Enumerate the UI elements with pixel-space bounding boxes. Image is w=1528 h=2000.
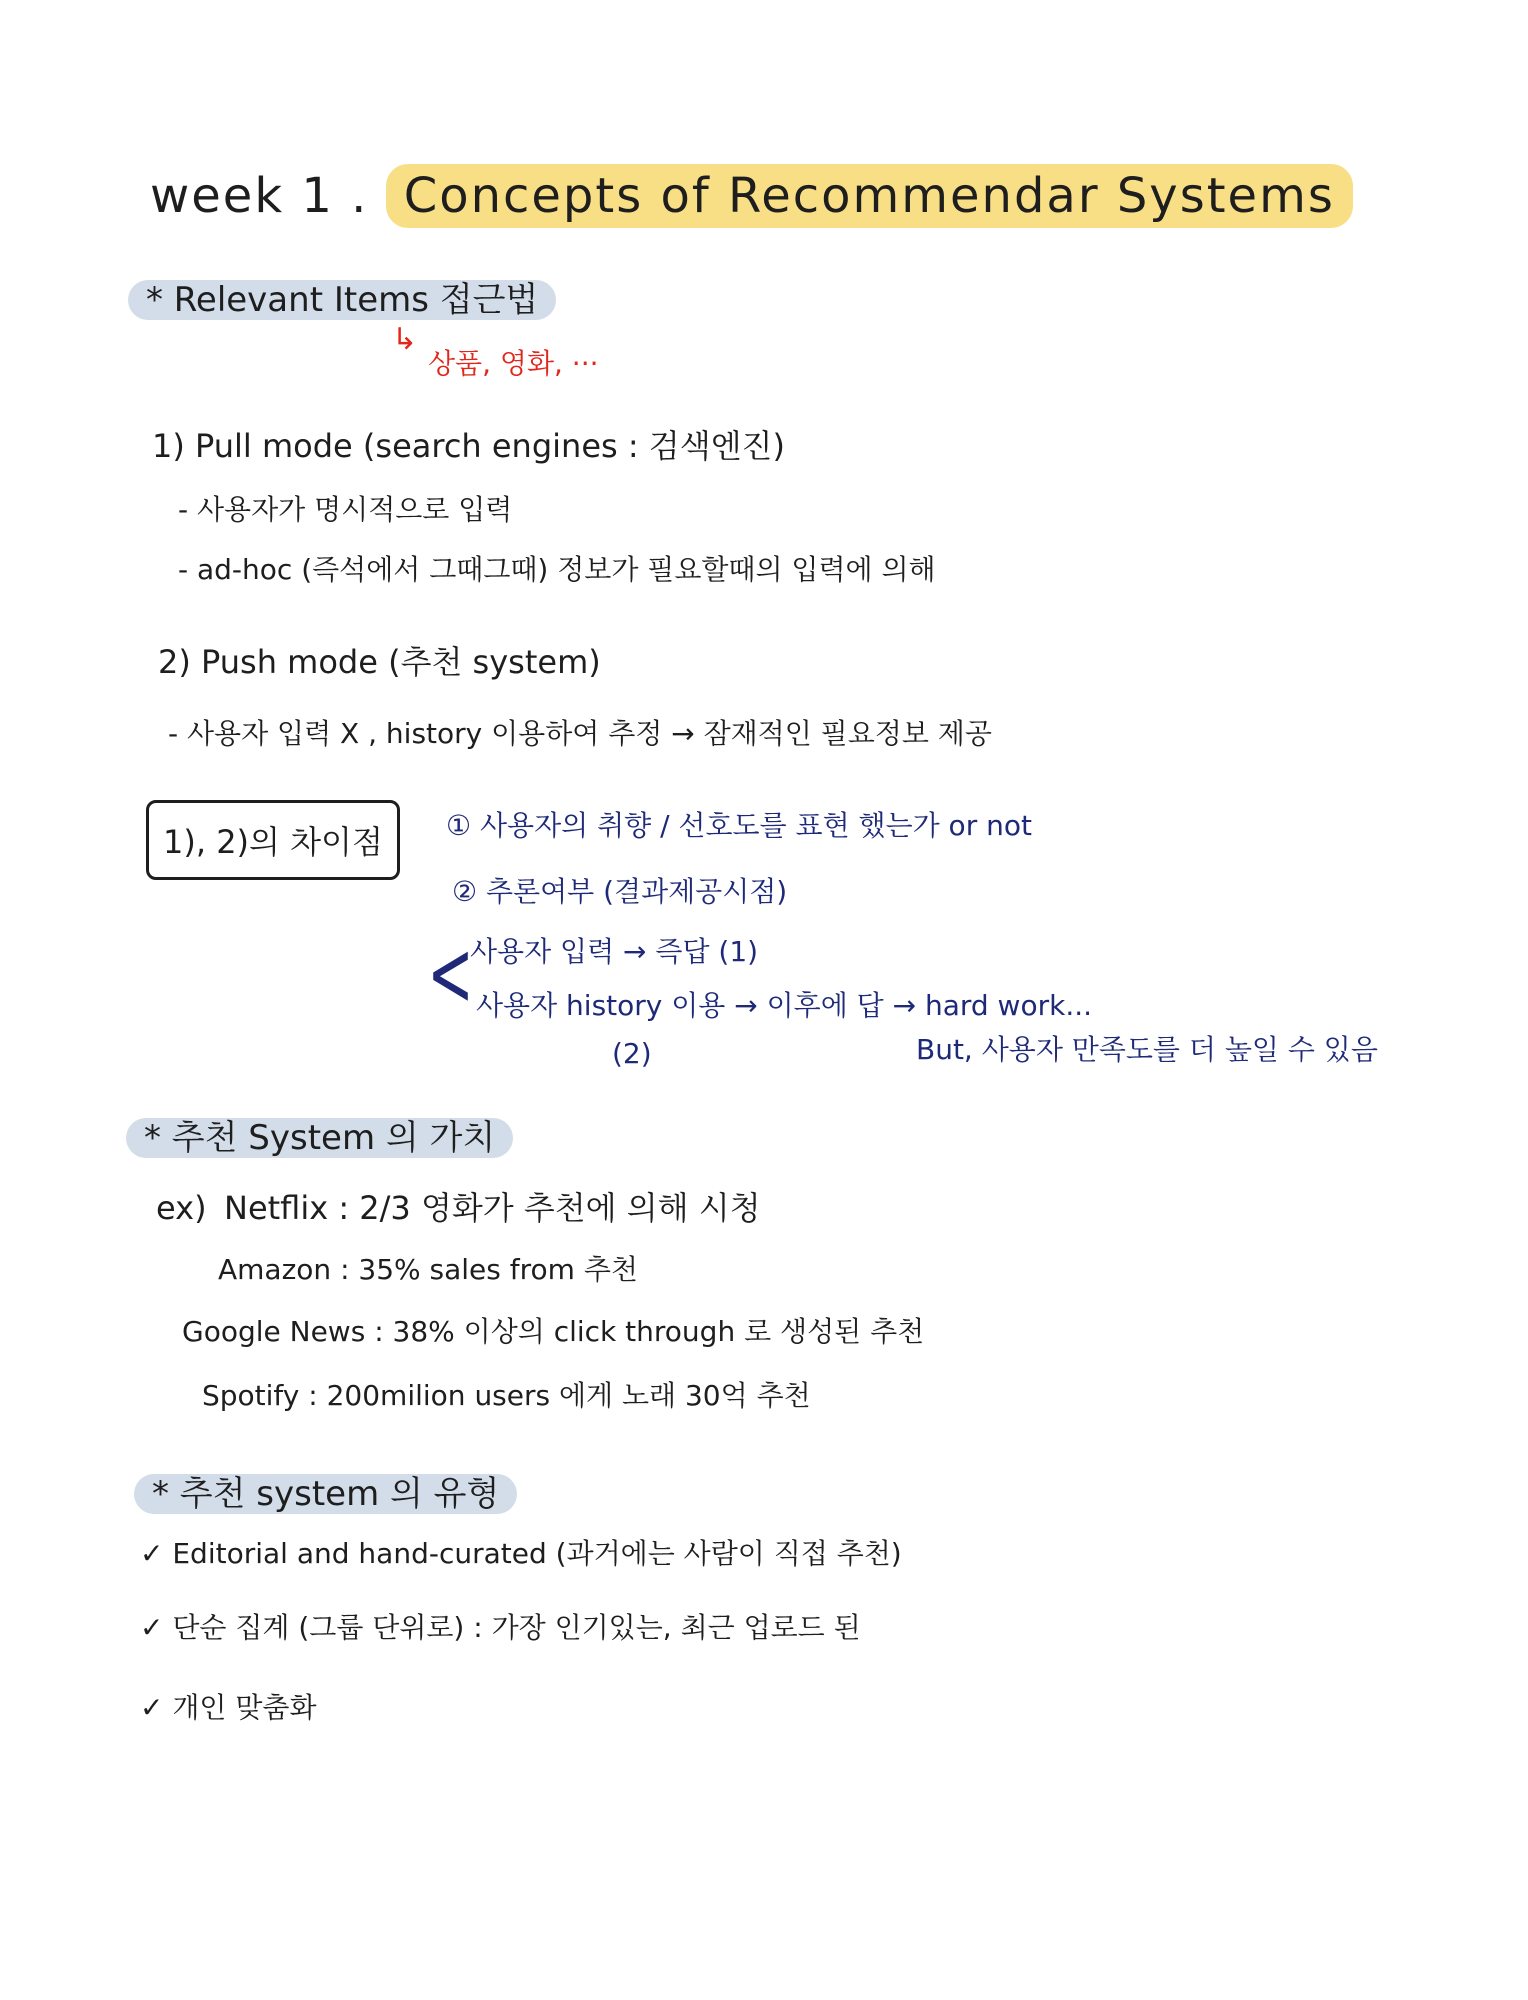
- week-label: week 1 .: [150, 168, 369, 224]
- difference-but-note: But, 사용자 만족도를 더 높일 수 있음: [916, 1033, 1378, 1066]
- difference-point1: ① 사용자의 취향 / 선호도를 표현 했는가 or not: [446, 809, 1032, 842]
- difference-point2: ② 추론여부 (결과제공시점): [452, 875, 788, 908]
- difference-sub2: 사용자 history 이용 → 이후에 답 → hard work...: [476, 989, 1093, 1022]
- difference-box: 1), 2)의 차이점: [146, 800, 400, 880]
- examples-prefix: ex): [156, 1189, 207, 1227]
- type-personalization: ✓ 개인 맞춤화: [140, 1691, 317, 1724]
- pull-mode-line1: - 사용자가 명시적으로 입력: [178, 493, 513, 526]
- example-netflix: Netflix : 2/3 영화가 추천에 의해 시청: [224, 1189, 761, 1227]
- example-google-news: Google News : 38% 이상의 click through 로 생성된 추천: [182, 1315, 925, 1348]
- push-mode-title: 2) Push mode (추천 system): [158, 643, 601, 681]
- difference-sub2-number: (2): [612, 1037, 652, 1070]
- section-heading-types: * 추천 system 의 유형: [134, 1474, 517, 1514]
- curly-bracket-icon: <: [427, 920, 474, 1027]
- topic-highlight: Concepts of Recommendar Systems: [386, 164, 1353, 228]
- red-arrow-icon: ↳: [392, 322, 418, 357]
- type-editorial: ✓ Editorial and hand-curated (과거에는 사람이 직접 추천): [140, 1537, 902, 1570]
- pull-mode-title: 1) Pull mode (search engines : 검색엔진): [152, 427, 785, 465]
- difference-sub1: 사용자 입력 → 즉답 (1): [470, 935, 759, 968]
- pull-mode-line2: - ad-hoc (즉석에서 그때그때) 정보가 필요할때의 입력에 의해: [178, 553, 936, 586]
- section-heading-value: * 추천 System 의 가치: [126, 1118, 513, 1158]
- section-heading-relevant-items: * Relevant Items 접근법: [128, 280, 556, 320]
- example-spotify: Spotify : 200milion users 에게 노래 30억 추천: [202, 1379, 811, 1412]
- push-mode-line1: - 사용자 입력 X , history 이용하여 추정 → 잠재적인 필요정보 제공: [168, 717, 992, 750]
- relevant-items-note: 상품, 영화, ···: [428, 347, 599, 380]
- page-title: [150, 168, 1353, 224]
- example-amazon: Amazon : 35% sales from 추천: [218, 1253, 638, 1286]
- type-simple-aggregation: ✓ 단순 집계 (그룹 단위로) : 가장 인기있는, 최근 업로드 된: [140, 1611, 861, 1644]
